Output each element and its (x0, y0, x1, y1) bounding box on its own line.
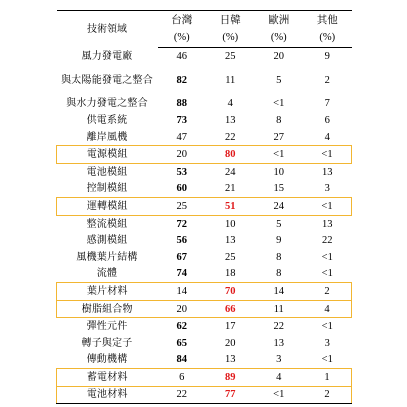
share-other: 7 (324, 98, 330, 110)
share-taiwan: 14 (158, 283, 207, 301)
share-europe: <1 (255, 146, 304, 164)
share-other: <1 (321, 268, 333, 280)
table-row (57, 352, 352, 369)
share-europe: 27 (273, 131, 284, 143)
table-row-highlighted (57, 146, 352, 164)
share-japan-korea: 10 (225, 218, 236, 230)
header-other: 其他 (303, 11, 352, 30)
header-tech-field: 技術領域 (57, 11, 158, 48)
table-row (57, 112, 352, 129)
share-europe: 22 (273, 321, 284, 333)
share-other: 2 (303, 283, 352, 301)
tech-field-name: 流體 (96, 268, 118, 280)
share-other: <1 (303, 198, 352, 216)
share-taiwan: 6 (158, 369, 207, 387)
header-europe: 歐洲 (255, 11, 304, 30)
share-taiwan: 46 (176, 50, 187, 62)
share-japan-korea: 21 (225, 183, 236, 195)
share-other: 2 (303, 386, 352, 404)
tech-field-name: 彈性元件 (86, 321, 128, 333)
share-japan-korea: 70 (206, 283, 255, 301)
tech-field-name: 轉子與定子 (81, 337, 133, 349)
technology-share-table (56, 10, 352, 404)
share-japan-korea: 66 (206, 300, 255, 318)
table-row-highlighted (57, 300, 352, 318)
table-row (57, 335, 352, 352)
tech-field-name: 與太陽能發電之整合 (61, 74, 153, 86)
share-japan-korea: 20 (225, 337, 236, 349)
tech-field-name: 感測模組 (86, 235, 128, 247)
share-europe: 8 (276, 268, 282, 280)
tech-field-name: 風力發電廠 (81, 50, 133, 62)
share-taiwan: 72 (176, 218, 187, 230)
share-japan-korea: 80 (206, 146, 255, 164)
share-japan-korea: 13 (225, 114, 236, 126)
share-japan-korea: 51 (206, 198, 255, 216)
share-other: <1 (321, 321, 333, 333)
tech-field-name: 整流模組 (86, 218, 128, 230)
share-japan-korea: 25 (225, 50, 236, 62)
unit-japan-korea: (%) (206, 29, 255, 48)
share-taiwan: 20 (158, 146, 207, 164)
share-other: 4 (303, 300, 352, 318)
share-europe: 24 (255, 198, 304, 216)
share-taiwan: 62 (176, 321, 187, 333)
table-row (57, 318, 352, 335)
share-europe: 9 (276, 235, 282, 247)
table-row (57, 266, 352, 283)
tech-field-name: 電池材料 (57, 386, 158, 404)
share-taiwan: 88 (176, 98, 187, 110)
share-japan-korea: 18 (225, 268, 236, 280)
share-taiwan: 53 (176, 166, 187, 178)
share-other: 3 (324, 337, 330, 349)
share-other: 13 (322, 218, 333, 230)
table-row (57, 181, 352, 198)
share-other: 13 (322, 166, 333, 178)
share-japan-korea: 22 (225, 131, 236, 143)
table-row-highlighted (57, 198, 352, 216)
share-other: <1 (321, 251, 333, 263)
share-other: 2 (324, 74, 330, 86)
share-japan-korea: 11 (225, 74, 236, 86)
tech-field-name: 風機葉片結構 (76, 251, 138, 263)
header-japan-korea: 日韓 (206, 11, 255, 30)
share-europe: 11 (255, 300, 304, 318)
share-other: 1 (303, 369, 352, 387)
tech-field-name: 控制模組 (86, 183, 128, 195)
table-row (57, 232, 352, 249)
table-row-highlighted (57, 386, 352, 404)
tech-field-name: 電源模組 (57, 146, 158, 164)
share-taiwan: 60 (176, 183, 187, 195)
share-europe: 15 (273, 183, 284, 195)
tech-field-name: 供電系統 (86, 114, 128, 126)
table-row-highlighted (57, 283, 352, 301)
table-row (57, 129, 352, 146)
tech-field-name: 離岸風機 (86, 131, 128, 143)
share-japan-korea: 17 (225, 321, 236, 333)
share-europe: 20 (273, 50, 284, 62)
share-europe: 8 (276, 251, 282, 263)
share-europe: 3 (276, 354, 282, 366)
table-row-highlighted (57, 369, 352, 387)
share-japan-korea: 89 (206, 369, 255, 387)
share-europe: 4 (255, 369, 304, 387)
tech-field-name: 電池模組 (86, 166, 128, 178)
share-japan-korea: 13 (225, 354, 236, 366)
share-europe: 5 (276, 218, 282, 230)
table-row (57, 215, 352, 232)
share-taiwan: 82 (176, 74, 187, 86)
share-japan-korea: 77 (206, 386, 255, 404)
tech-field-name: 樹脂組合物 (57, 300, 158, 318)
share-taiwan: 73 (176, 114, 187, 126)
share-taiwan: 67 (176, 251, 187, 263)
unit-europe: (%) (255, 29, 304, 48)
share-taiwan: 65 (176, 337, 187, 349)
header-row (57, 11, 352, 30)
table-row (57, 163, 352, 180)
tech-field-name: 傳動機構 (86, 354, 128, 366)
share-taiwan: 20 (158, 300, 207, 318)
share-other: <1 (321, 354, 333, 366)
share-japan-korea: 24 (225, 166, 236, 178)
table-row (57, 249, 352, 266)
share-europe: 5 (276, 74, 282, 86)
unit-taiwan: (%) (158, 29, 207, 48)
tech-field-name: 與水力發電之整合 (66, 98, 148, 110)
share-taiwan: 47 (176, 131, 187, 143)
share-taiwan: 22 (158, 386, 207, 404)
share-taiwan: 84 (176, 354, 187, 366)
share-europe: <1 (255, 386, 304, 404)
share-other: 9 (324, 50, 330, 62)
share-taiwan: 25 (158, 198, 207, 216)
share-other: 22 (322, 235, 333, 247)
technology-share-table-container (56, 10, 351, 404)
share-europe: 8 (276, 114, 282, 126)
share-other: 3 (324, 183, 330, 195)
tech-field-name: 蓄電材料 (57, 369, 158, 387)
unit-other: (%) (303, 29, 352, 48)
share-europe: 14 (255, 283, 304, 301)
table-row (57, 48, 352, 65)
share-other: <1 (303, 146, 352, 164)
table-body (57, 48, 352, 404)
share-other: 4 (324, 131, 330, 143)
table-row (57, 65, 352, 96)
share-europe: <1 (273, 98, 285, 110)
share-taiwan: 56 (176, 235, 187, 247)
share-other: 6 (324, 114, 330, 126)
share-japan-korea: 4 (227, 98, 233, 110)
share-japan-korea: 13 (225, 235, 236, 247)
table-row (57, 96, 352, 113)
share-taiwan: 74 (176, 268, 187, 280)
tech-field-name: 運轉模組 (57, 198, 158, 216)
share-europe: 13 (273, 337, 284, 349)
share-europe: 10 (273, 166, 284, 178)
tech-field-name: 葉片材料 (57, 283, 158, 301)
share-japan-korea: 25 (225, 251, 236, 263)
header-taiwan: 台灣 (158, 11, 207, 30)
